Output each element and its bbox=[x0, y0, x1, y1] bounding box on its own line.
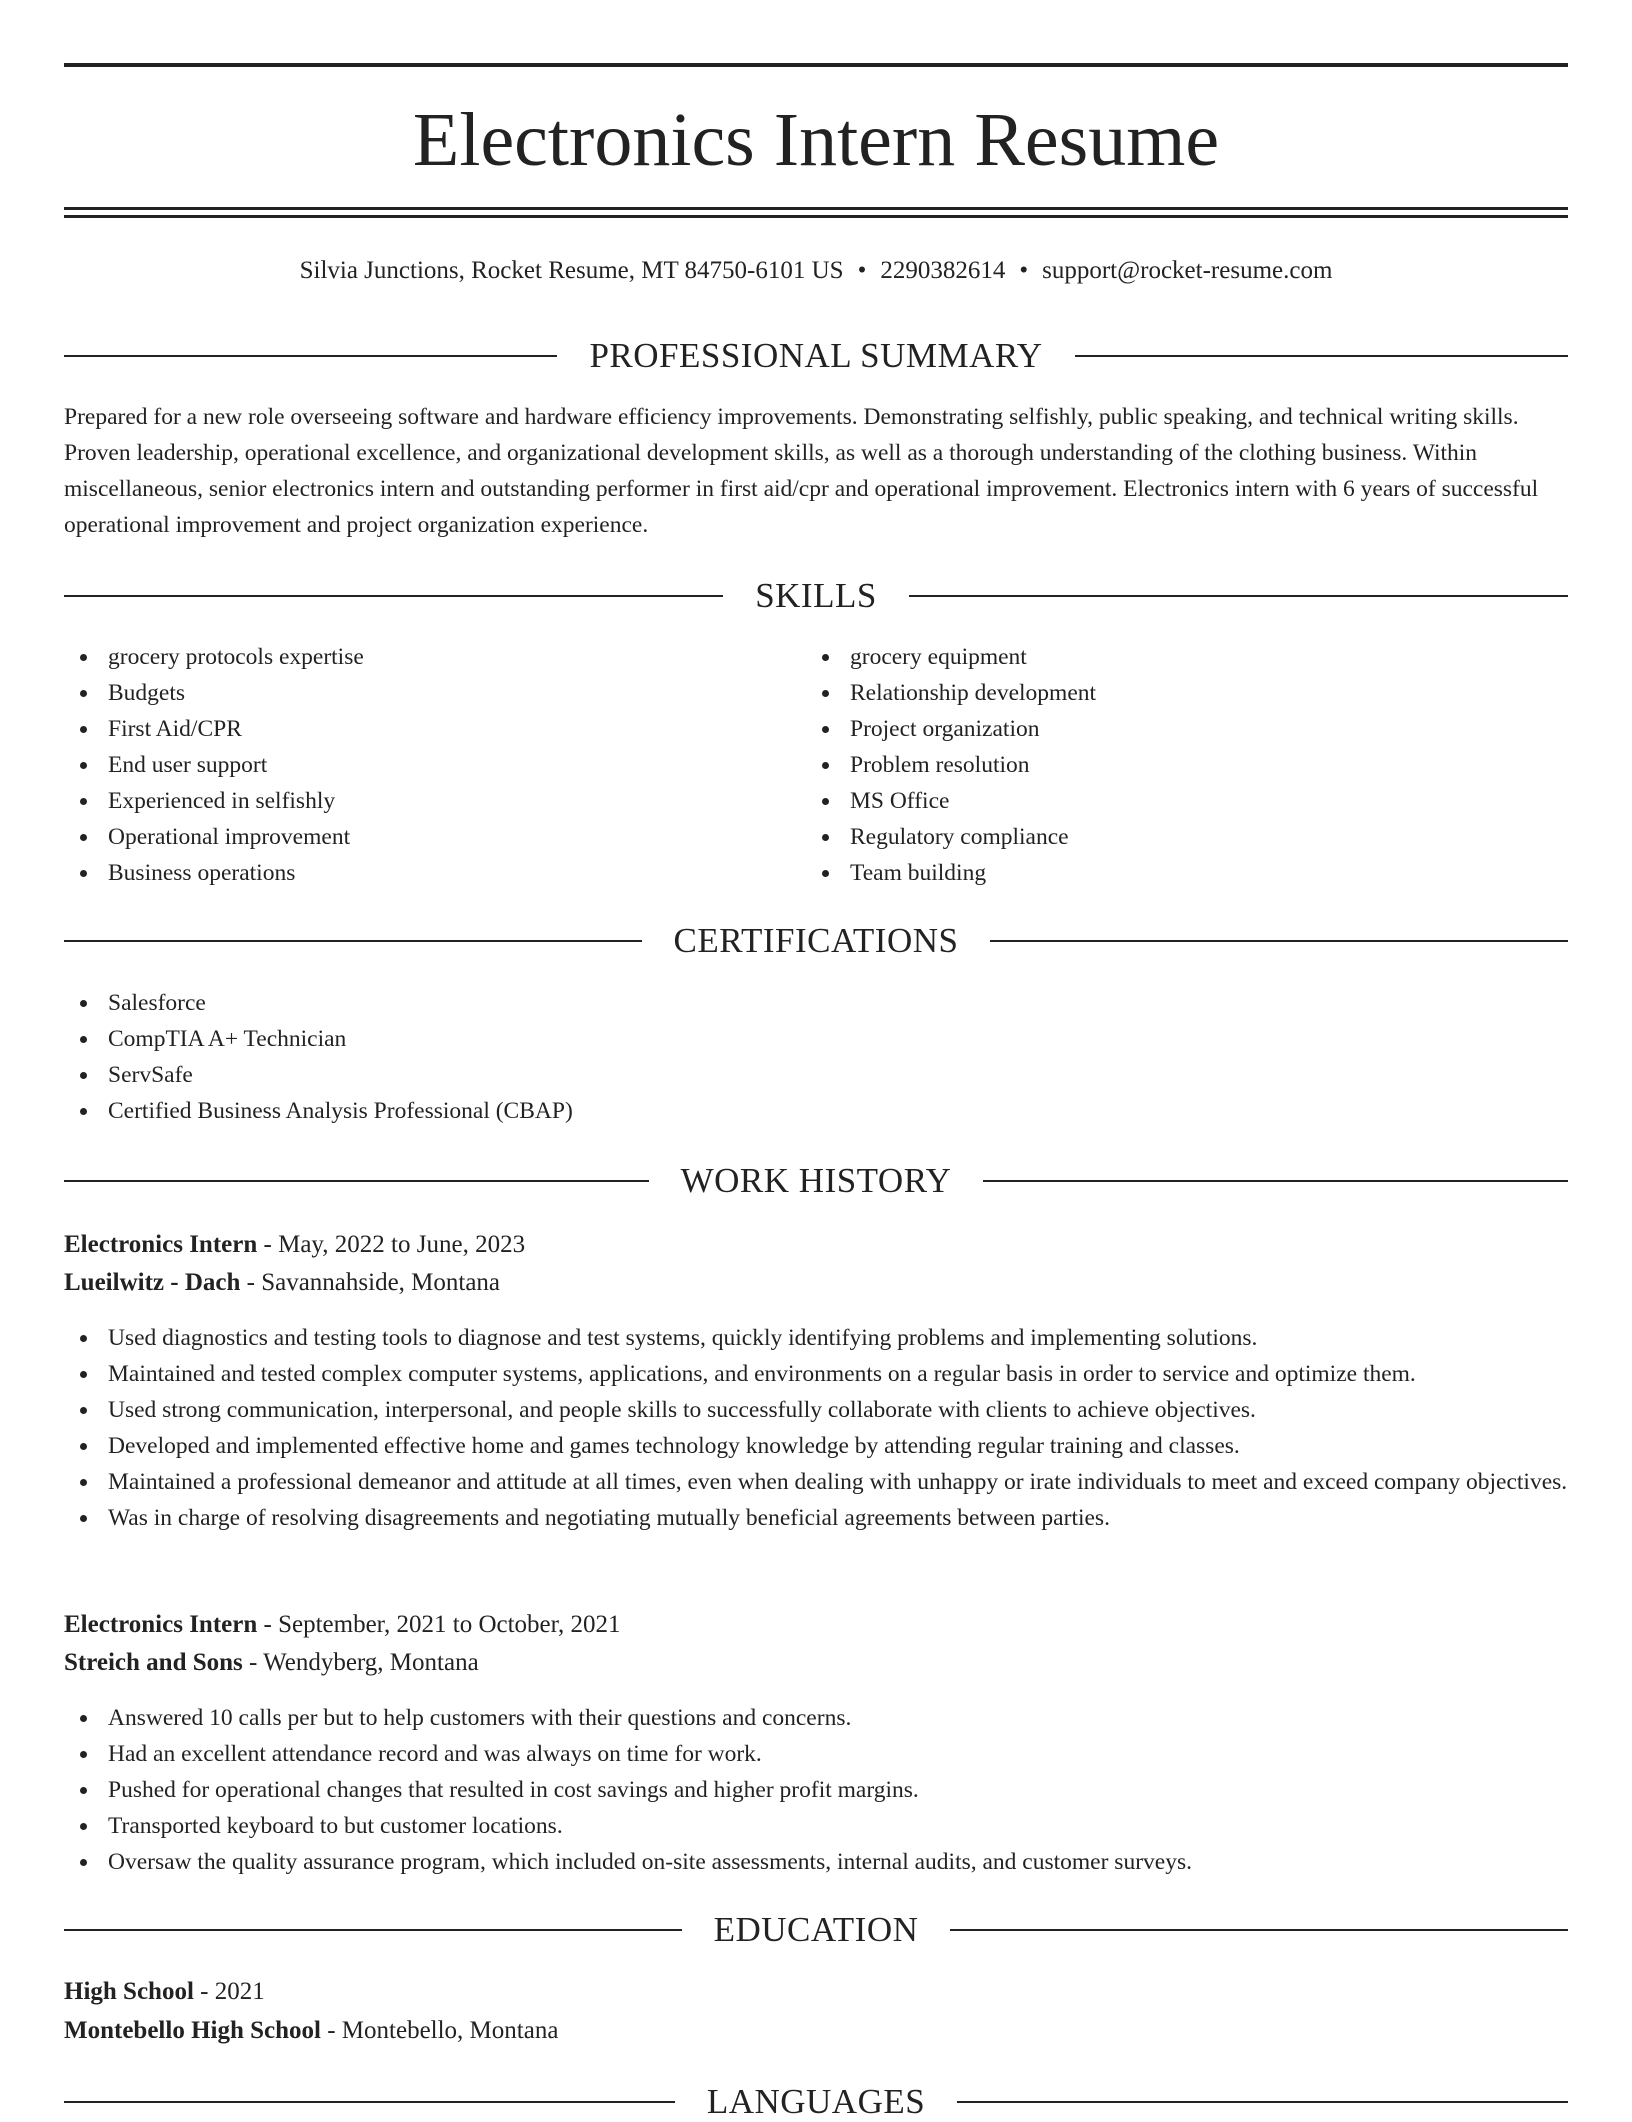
header-double-rule-upper bbox=[64, 207, 1568, 210]
job-dates: - May, 2022 to June, 2023 bbox=[257, 1231, 526, 1258]
list-item: ServSafe bbox=[64, 1057, 1568, 1093]
heading-rule-right bbox=[909, 595, 1568, 597]
heading-rule-left bbox=[64, 355, 557, 357]
list-item: Maintained and tested complex computer systems, applications, and environments on a regular basis in order to service and optimize them. bbox=[64, 1356, 1568, 1392]
list-item: Problem resolution bbox=[806, 747, 1546, 783]
heading-rule-right bbox=[990, 940, 1568, 942]
list-item: Was in charge of resolving disagreements and negotiating mutually beneficial agreements between parties. bbox=[64, 1500, 1568, 1536]
list-item: Business operations bbox=[64, 855, 804, 891]
education-degree: High School bbox=[64, 1978, 194, 2005]
skills-heading-label: SKILLS bbox=[755, 576, 877, 615]
education-year: - 2021 bbox=[193, 1978, 265, 2005]
job-location: - Savannahside, Montana bbox=[240, 1269, 501, 1296]
work-heading bbox=[64, 1161, 1568, 1201]
job-company: Streich and Sons bbox=[64, 1649, 243, 1676]
certifications-heading-label: CERTIFICATIONS bbox=[673, 921, 959, 960]
list-item: Team building bbox=[806, 855, 1546, 891]
header-double-rule-lower bbox=[64, 215, 1568, 218]
list-item: First Aid/CPR bbox=[64, 711, 804, 747]
list-item: grocery protocols expertise bbox=[64, 639, 804, 675]
job-title-line bbox=[64, 1606, 1568, 1644]
list-item: CompTIA A+ Technician bbox=[64, 1021, 1568, 1057]
list-item: Used diagnostics and testing tools to diagnose and test systems, quickly identifying problems and implementing solutions. bbox=[64, 1320, 1568, 1356]
list-item: Oversaw the quality assurance program, which included on-site assessments, internal audits, and customer surveys. bbox=[64, 1844, 1568, 1880]
list-item: Operational improvement bbox=[64, 819, 804, 855]
job-company: Lueilwitz - Dach bbox=[64, 1269, 241, 1296]
heading-rule-left bbox=[64, 2101, 675, 2103]
heading-rule-left bbox=[64, 595, 723, 597]
list-item: Used strong communication, interpersonal, and people skills to successfully collaborate with clients to achieve objectives. bbox=[64, 1392, 1568, 1428]
summary-heading-label: PROFESSIONAL SUMMARY bbox=[589, 336, 1043, 375]
job-company-line bbox=[64, 1644, 1568, 1682]
languages-heading bbox=[64, 2082, 1568, 2122]
job-bullets bbox=[64, 1700, 1568, 1880]
job-dates: - September, 2021 to October, 2021 bbox=[257, 1611, 621, 1638]
list-item: Experienced in selfishly bbox=[64, 783, 804, 819]
education-school-line bbox=[64, 2012, 1568, 2050]
list-item: Developed and implemented effective home and games technology knowledge by attending regular training and classes. bbox=[64, 1428, 1568, 1464]
list-item: Budgets bbox=[64, 675, 804, 711]
list-item: Certified Business Analysis Professional (CBAP) bbox=[64, 1093, 1568, 1129]
list-item: Had an excellent attendance record and was always on time for work. bbox=[64, 1736, 1568, 1772]
page-title: Electronics Intern Resume bbox=[412, 98, 1220, 182]
heading-rule-right bbox=[1075, 355, 1568, 357]
list-item: MS Office bbox=[806, 783, 1546, 819]
heading-rule-left bbox=[64, 1180, 649, 1182]
list-item: Regulatory compliance bbox=[806, 819, 1546, 855]
skills-list-right bbox=[806, 639, 1546, 891]
job-title: Electronics Intern bbox=[64, 1611, 258, 1638]
contact-separator: • bbox=[1019, 257, 1029, 284]
education-heading bbox=[64, 1910, 1568, 1950]
job-title: Electronics Intern bbox=[64, 1231, 258, 1258]
heading-rule-left bbox=[64, 940, 642, 942]
skills-list-left bbox=[64, 639, 804, 891]
education-location: - Montebello, Montana bbox=[320, 2017, 559, 2044]
certifications-list bbox=[64, 985, 1568, 1129]
list-item: grocery equipment bbox=[806, 639, 1546, 675]
list-item: Transported keyboard to but customer locations. bbox=[64, 1808, 1568, 1844]
education-heading-label: EDUCATION bbox=[713, 1910, 919, 1949]
list-item: Maintained a professional demeanor and attitude at all times, even when dealing with unhappy or irate individuals to meet and exceed company objectives. bbox=[64, 1464, 1568, 1500]
job-bullets bbox=[64, 1320, 1568, 1536]
education-degree-line bbox=[64, 1973, 1568, 2011]
heading-rule-left bbox=[64, 1929, 682, 1931]
list-item: Pushed for operational changes that resulted in cost savings and higher profit margins. bbox=[64, 1772, 1568, 1808]
contact-address: Silvia Junctions, Rocket Resume, MT 84750-6101 US bbox=[299, 257, 844, 284]
job-location: - Wendyberg, Montana bbox=[242, 1649, 479, 1676]
skills-heading bbox=[64, 576, 1568, 616]
list-item: Project organization bbox=[806, 711, 1546, 747]
summary-text: Prepared for a new role overseeing software and hardware efficiency improvements. Demonstrating selfishly, public speaking, and technical writing skills. Proven leadership, operational excellence, and organizational development skills, as well as a thorough understanding of the clothing business. Within miscellaneous, senior electronics intern and outstanding performer in first aid/cpr and operational improvement. Electronics intern with 6 years of successful operational improvement and project organization experience. bbox=[64, 404, 1539, 538]
heading-rule-right bbox=[957, 2101, 1568, 2103]
certifications-heading bbox=[64, 921, 1568, 961]
languages-heading-label: LANGUAGES bbox=[706, 2082, 926, 2121]
list-item: Salesforce bbox=[64, 985, 1568, 1021]
list-item: End user support bbox=[64, 747, 804, 783]
contact-line bbox=[64, 253, 1568, 289]
education-school: Montebello High School bbox=[64, 2017, 321, 2044]
list-item: Answered 10 calls per but to help customers with their questions and concerns. bbox=[64, 1700, 1568, 1736]
job-title-line bbox=[64, 1226, 1568, 1264]
list-item: Relationship development bbox=[806, 675, 1546, 711]
contact-email: support@rocket-resume.com bbox=[1042, 257, 1333, 284]
header-top-rule bbox=[64, 63, 1568, 67]
contact-phone: 2290382614 bbox=[880, 257, 1006, 284]
summary-heading bbox=[64, 336, 1568, 376]
heading-rule-right bbox=[983, 1180, 1568, 1182]
work-heading-label: WORK HISTORY bbox=[680, 1161, 952, 1200]
heading-rule-right bbox=[950, 1929, 1568, 1931]
contact-separator: • bbox=[857, 257, 867, 284]
job-company-line bbox=[64, 1264, 1568, 1302]
